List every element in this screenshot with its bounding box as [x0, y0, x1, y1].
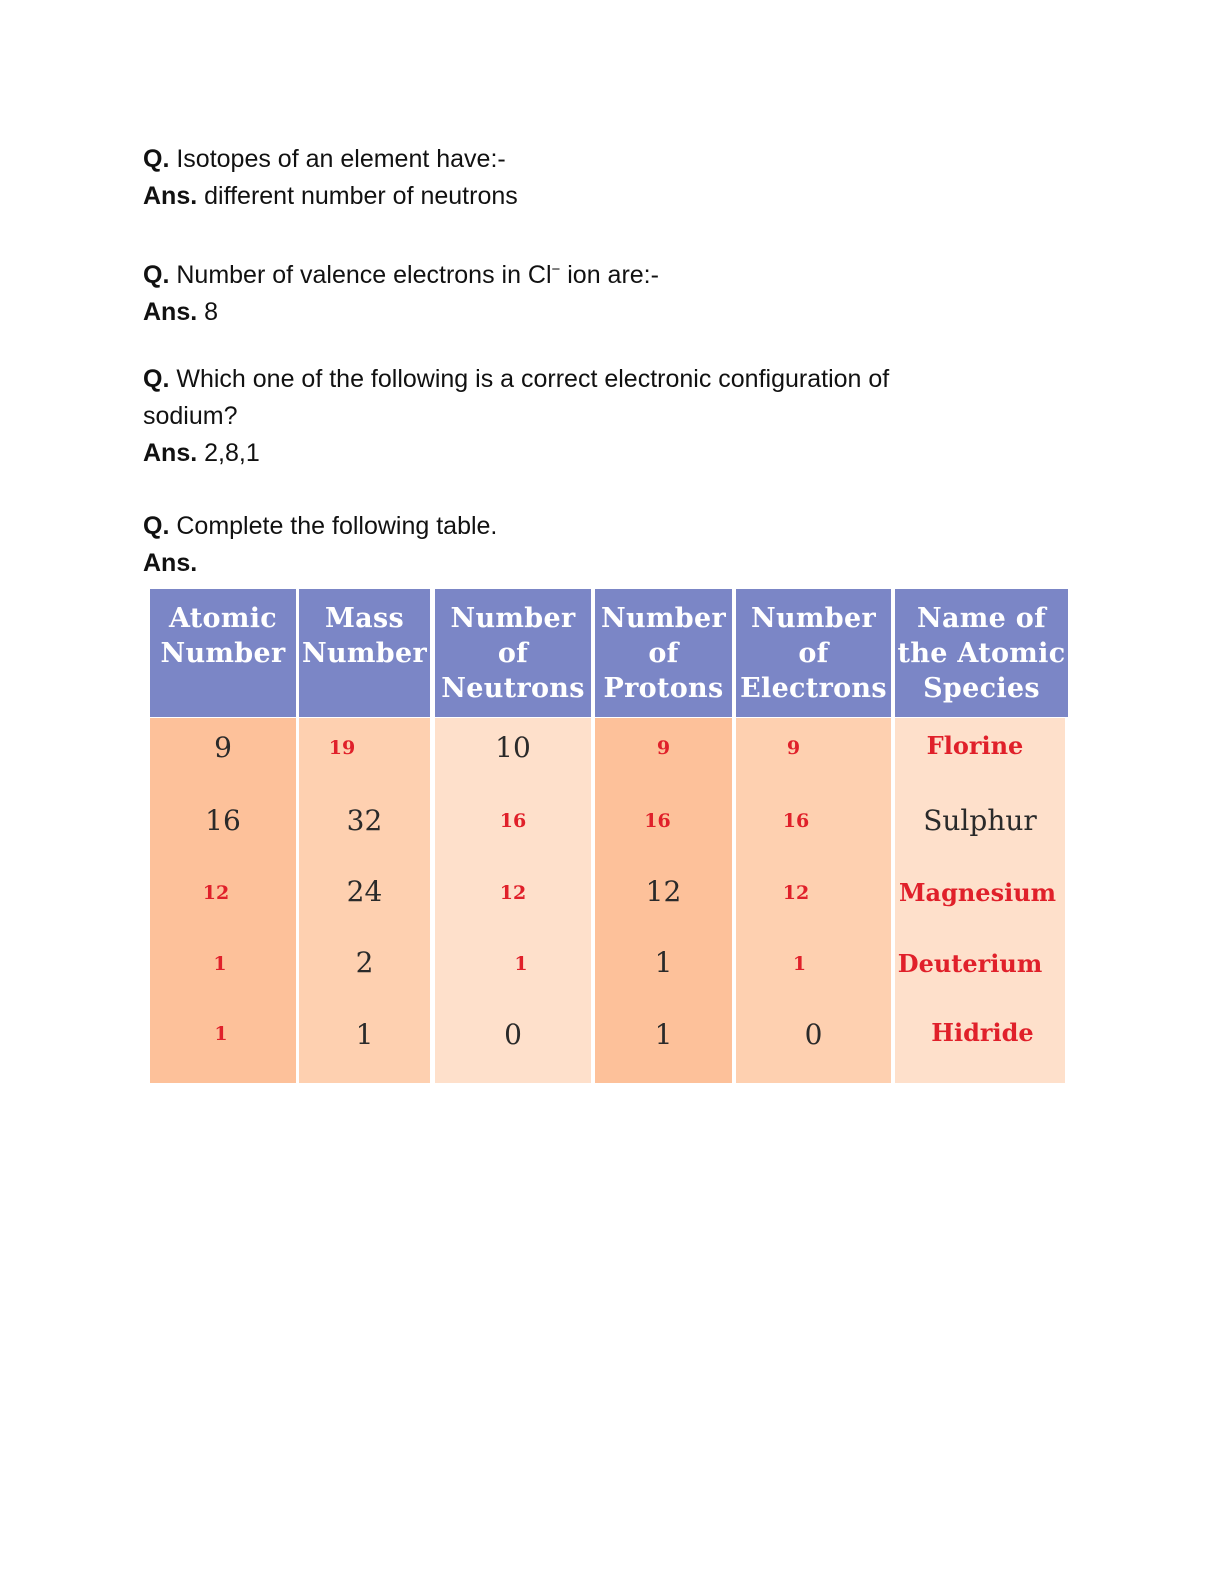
header-line: Number	[450, 603, 576, 634]
question-text: Complete the following table.	[176, 512, 498, 540]
column-species-name	[895, 589, 1068, 1083]
header-line: Neutrons	[441, 673, 585, 704]
question-4	[143, 508, 497, 582]
header-line: Number	[160, 638, 286, 669]
answer-text: 2,8,1	[204, 439, 260, 467]
header-line: of	[798, 638, 829, 669]
answer-cell: 1	[214, 1023, 228, 1045]
header-line: of	[497, 638, 529, 669]
cell: 9	[214, 731, 232, 764]
answer-cell: 16	[499, 810, 527, 832]
q-label: Q.	[143, 145, 170, 173]
header-line: Species	[923, 673, 1040, 704]
answer-cell: 1	[792, 953, 807, 975]
cell: 0	[804, 1018, 823, 1051]
header-electrons	[736, 589, 891, 717]
header-line: of	[648, 638, 679, 669]
column-neutrons	[435, 589, 591, 1083]
header-species-name	[895, 589, 1068, 717]
header-line: Protons	[603, 673, 724, 704]
cell: 24	[346, 875, 383, 908]
question-text: Isotopes of an element have:-	[176, 145, 506, 173]
header-line: Number	[751, 603, 876, 634]
column-body	[895, 718, 1065, 1083]
superscript-minus: −	[551, 261, 561, 278]
answer-cell: 1	[213, 953, 227, 975]
question-text: Number of valence electrons in Cl	[176, 261, 552, 289]
column-body	[299, 718, 430, 1083]
question-2	[143, 251, 659, 331]
cell: 12	[645, 875, 682, 908]
header-line: Name of	[916, 603, 1047, 634]
answer-cell: Florine	[926, 731, 1024, 760]
cell: Sulphur	[923, 804, 1037, 837]
answer-cell: 16	[782, 810, 810, 832]
answer-cell: 1	[514, 953, 528, 975]
answer-text: different number of neutrons	[204, 182, 518, 210]
header-line: Number	[302, 638, 427, 669]
answer-cell: 12	[499, 882, 527, 904]
cell: 10	[495, 731, 531, 764]
answer-cell: 9	[786, 737, 801, 759]
column-body	[150, 718, 296, 1083]
column-mass-number	[299, 589, 430, 1083]
cell: 16	[205, 804, 241, 837]
cell: 32	[346, 804, 383, 837]
answer-cell: 12	[782, 882, 810, 904]
header-mass-number	[299, 589, 430, 717]
q-label: Q.	[143, 365, 170, 393]
header-line: Number	[601, 603, 726, 634]
cell: 1	[654, 1018, 673, 1051]
answer-cell: 19	[328, 737, 356, 759]
answer-cell: Deuterium	[897, 949, 1043, 978]
q-label: Q.	[143, 261, 170, 289]
cell: 1	[654, 946, 673, 979]
ans-label: Ans.	[143, 549, 198, 577]
answer-cell: 16	[644, 810, 671, 832]
answer-cell: 9	[656, 737, 671, 759]
column-electrons	[736, 589, 891, 1083]
answer-cell: Hidride	[931, 1018, 1034, 1047]
header-line: Mass	[325, 603, 404, 634]
question-1	[143, 141, 518, 215]
header-atomic-number	[150, 589, 296, 717]
ans-label: Ans.	[143, 182, 198, 210]
question-text-line2: sodium?	[143, 402, 238, 430]
ans-label: Ans.	[143, 298, 198, 326]
header-protons	[595, 589, 732, 717]
header-line: Electrons	[740, 673, 887, 704]
header-neutrons	[435, 589, 591, 717]
column-body	[736, 718, 891, 1083]
cell: 0	[504, 1018, 522, 1051]
question-3	[143, 361, 889, 472]
header-line: the Atomic	[897, 638, 1066, 669]
q-label: Q.	[143, 512, 170, 540]
answer-cell: 12	[202, 882, 230, 904]
cell: 1	[355, 1018, 374, 1051]
column-atomic-number	[150, 589, 296, 1083]
cell: 2	[355, 946, 374, 979]
question-text: Which one of the following is a correct electronic configuration of	[176, 365, 890, 393]
ans-label: Ans.	[143, 439, 198, 467]
column-body	[435, 718, 591, 1083]
answer-text: 8	[204, 298, 219, 326]
question-text-cont: ion are:-	[560, 261, 659, 289]
answer-cell: Magnesium	[898, 878, 1057, 907]
header-line: Atomic	[168, 603, 278, 634]
atomic-species-table	[150, 589, 1068, 1083]
